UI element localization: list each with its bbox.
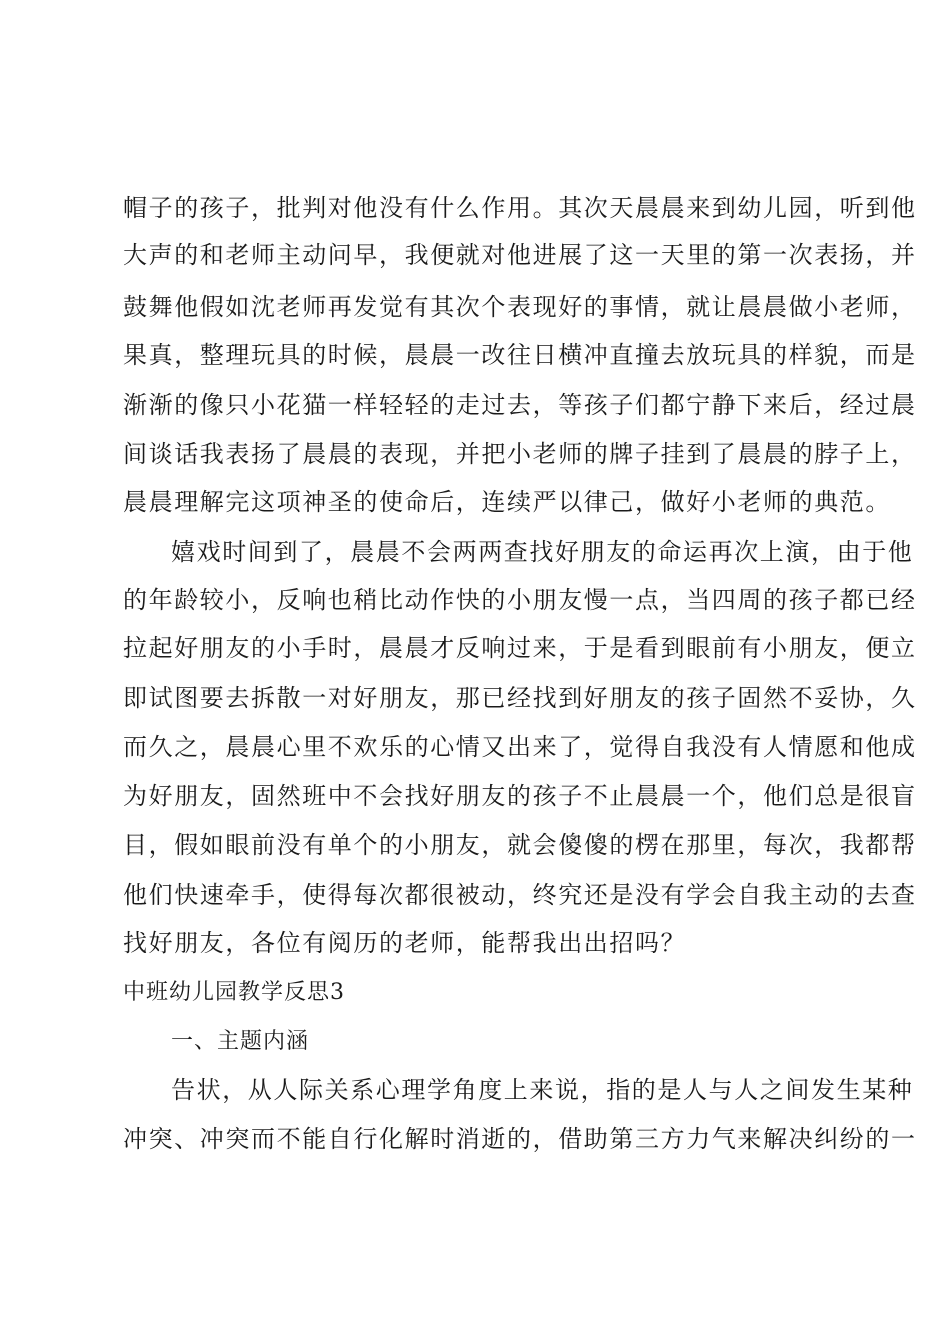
text-line: 拉起好朋友的小手时，晨晨才反响过来，于是看到眼前有小朋友，便立: [123, 634, 917, 662]
text-line: 为好朋友，固然班中不会找好朋友的孩子不止晨晨一个，他们总是很盲: [123, 782, 917, 810]
paragraph-first-line: 嬉戏时间到了，晨晨不会两两查找好朋友的命运再次上演，由于他: [171, 538, 914, 566]
text-line: 间谈话我表扬了晨晨的表现，并把小老师的牌子挂到了晨晨的脖子上，: [123, 440, 917, 468]
text-line: 帽子的孩子，批判对他没有什么作用。其次天晨晨来到幼儿园，听到他: [123, 194, 917, 222]
text-line: 他们快速牵手，使得每次都很被动，终究还是没有学会自我主动的去查: [123, 881, 917, 909]
text-line: 大声的和老师主动问早，我便就对他进展了这一天里的第一次表扬，并: [123, 241, 917, 269]
subsection-title: 一、主题内涵: [171, 1029, 310, 1054]
text-line: 而久之，晨晨心里不欢乐的心情又出来了，觉得自我没有人情愿和他成: [123, 733, 917, 761]
text-line: 晨晨理解完这项神圣的使命后，连续严以律己，做好小老师的典范。: [123, 488, 891, 516]
text-line: 果真，整理玩具的时候，晨晨一改往日横冲直撞去放玩具的样貌，而是: [123, 341, 917, 369]
text-line: 冲突、冲突而不能自行化解时消逝的，借助第三方力气来解决纠纷的一: [123, 1125, 917, 1153]
paragraph-first-line: 告状，从人际关系心理学角度上来说，指的是人与人之间发生某种: [171, 1076, 914, 1104]
text-line: 鼓舞他假如沈老师再发觉有其次个表现好的事情，就让晨晨做小老师，: [123, 293, 917, 321]
text-line: 渐渐的像只小花猫一样轻轻的走过去，等孩子们都宁静下来后，经过晨: [123, 391, 917, 419]
text-line: 即试图要去拆散一对好朋友，那已经找到好朋友的孩子固然不妥协，久: [123, 684, 917, 712]
text-line: 目，假如眼前没有单个的小朋友，就会傻傻的楞在那里，每次，我都帮: [123, 831, 917, 859]
section-title: 中班幼儿园教学反思3: [123, 980, 345, 1005]
text-line: 的年龄较小，反响也稍比动作快的小朋友慢一点，当四周的孩子都已经: [123, 586, 917, 614]
text-line: 找好朋友，各位有阅历的老师，能帮我出出招吗？: [123, 929, 687, 957]
